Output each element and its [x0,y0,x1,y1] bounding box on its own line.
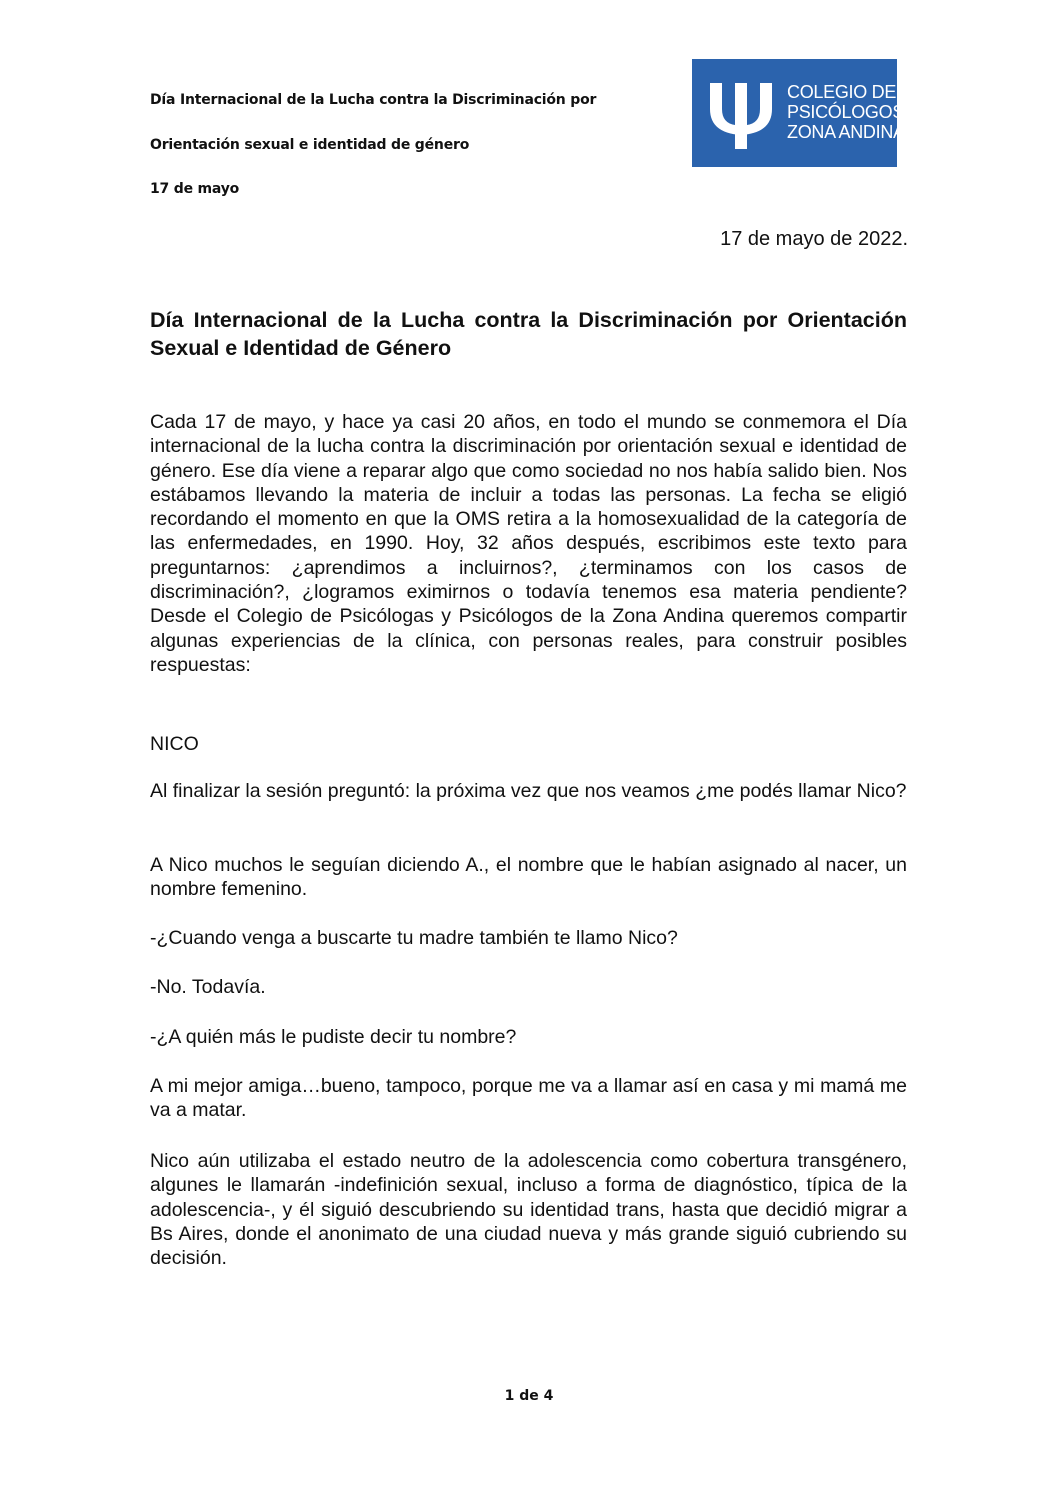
logo-line-3: ZONA ANDINA [787,122,905,142]
dialogue-line: -¿A quién más le pudiste decir tu nombre? [150,1026,517,1048]
paragraph: Al finalizar la sesión preguntó: la próxima vez que nos veamos ¿me podés llamar Nico? [150,780,907,802]
intro-paragraph: Cada 17 de mayo, y hace ya casi 20 años, en todo el mundo se conmemora el Día internacional de la lucha contra la discriminación por orientación sexual e identidad de género. Ese día viene a reparar algo que como sociedad no nos había salido bien. Nos estábamos llevando la materia de incluir a todas las personas. La fecha se eligió recordando el momento en que la OMS retira a la homosexualidad de la categoría de las enfermedades, en 1990. Hoy, 32 años después, escribimos este texto para preguntarnos: ¿aprendimos a incluirnos?, ¿terminamos con los casos de discriminación?, ¿logramos eximirnos o todavía tenemos esa materia pendiente? Desde el Colegio de Psicólogas y Psicólogos de la Zona Andina queremos compartir algunas experiencias de la clínica, con personas reales, para construir posibles respuestas: [150,411,907,676]
logo-line-2: PSICÓLOGOS [787,102,905,122]
psi-icon [702,75,780,151]
dialogue-line: -No. Todavía. [150,976,266,998]
paragraph: A Nico muchos le seguían diciendo A., el nombre que le habían asignado al nacer, un nombre femenino. [150,854,907,901]
colegio-logo [692,59,905,167]
paragraph: Nico aún utilizaba el estado neutro de la adolescencia como cobertura transgénero, algunes le llamarán -indefinición sexual, incluso a forma de diagnóstico, típica de la adolescencia-, y él siguió descubriendo su identidad trans, hasta que decidió migrar a Bs Aires, donde el anonimato de una ciudad nueva y más grande siguió cubriendo su decisión. [150,1150,907,1270]
logo-line-1: COLEGIO DE [787,82,897,102]
header-line-3: 17 de mayo [150,181,240,197]
document-date: 17 de mayo de 2022. [720,228,908,250]
document-title: Día Internacional de la Lucha contra la Discriminación por Orientación Sexual e Identidad de Género [150,308,907,360]
page-number: 1 de 4 [504,1388,554,1404]
dialogue-line: -¿Cuando venga a buscarte tu madre también te llamo Nico? [150,927,678,949]
header-line-1: Día Internacional de la Lucha contra la Discriminación por [150,92,597,108]
section-heading: NICO [150,733,199,755]
logo-text [787,82,905,142]
paragraph: A mi mejor amiga…bueno, tampoco, porque me va a llamar así en casa y mi mamá me va a matar. [150,1075,907,1122]
header-line-2: Orientación sexual e identidad de género [150,137,470,153]
